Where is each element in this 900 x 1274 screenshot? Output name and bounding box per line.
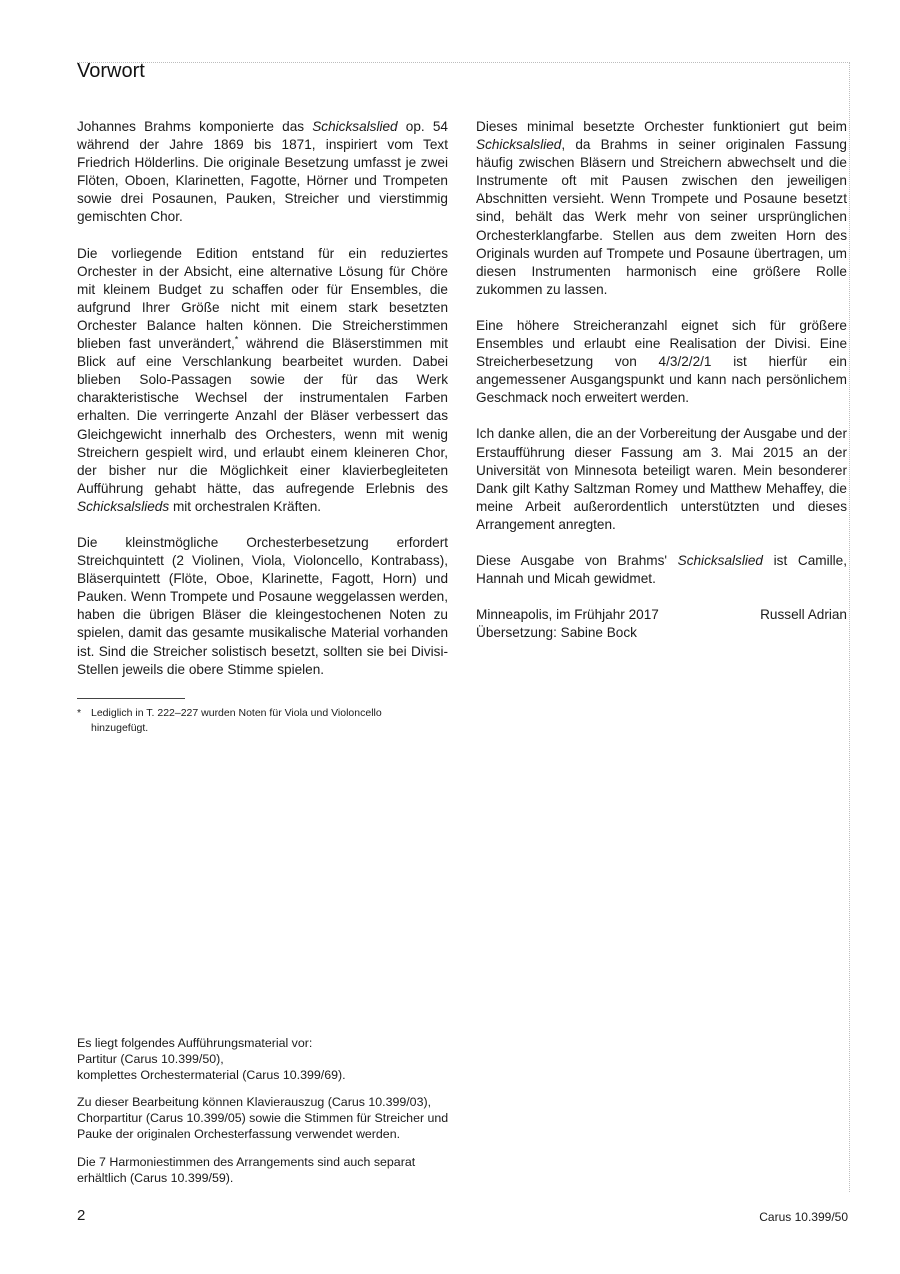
left-column xyxy=(77,118,448,697)
text-run: mit orchestralen Kräften. xyxy=(169,498,322,514)
place-date: Minneapolis, im Frühjahr 2017 xyxy=(476,607,659,623)
material-note: Die 7 Harmoniestimmen des Arrangements sind auch separat erhältlich (Carus 10.399/59). xyxy=(77,1154,416,1185)
text-run: Diese Ausgabe von Brahms' xyxy=(476,552,678,568)
paragraph: Eine höhere Streicheranzahl eignet sich für größere Ensembles und erlaubt eine Realisation der Divisi. Eine Streicherbesetzung von 4/3/2/2/1 ist hierfür ein angemessener Ausgangspunkt und kann nach persönlichem Geschmack noch erweitert werden. xyxy=(476,317,847,406)
paragraph xyxy=(476,118,847,299)
footnote xyxy=(77,706,448,735)
text-run: ist Camille, Hannah und Micah gewidmet. xyxy=(476,552,847,587)
text-run: , da Brahms in seiner originalen Fassung häufig zwischen Bläsern und Streichern abwechselt und die Instrumente oft mit Pausen zwischen den jeweiligen Abschnitten versieht. Wenn Trompete und Posaune besetzt sind, behält das Werk mehr von seiner ursprünglichen Orchesterklangfarbe. Stellen aus dem zweiten Horn des Originals wurden auf Trompete und Posaune übertragen, um diesen Instrumenten harmonisch eine größere Rolle zukommen zu lassen. xyxy=(476,137,847,297)
page-title: Vorwort xyxy=(77,60,145,82)
paragraph xyxy=(77,118,448,227)
text-run: Dieses minimal besetzte Orchester funktioniert gut beim xyxy=(476,119,847,134)
catalog-number: Carus 10.399/50 xyxy=(759,1210,848,1224)
performance-material xyxy=(77,1036,449,1198)
page-number: 2 xyxy=(77,1207,86,1224)
text-run: Johannes Brahms komponierte das xyxy=(77,119,313,134)
text-run: op. 54 während der Jahre 1869 bis 1871, inspiriert vom Text Friedrich Hölderlins. Die originale Besetzung umfasst je zwei Flöten, Oboen, Klarinetten, Fagotte, Hörner und Trompeten sowie drei Posaunen, Pauken, Streicher und vierstimmig gemischten Chor. xyxy=(77,119,448,225)
material-item: Partitur (Carus 10.399/50), xyxy=(77,1051,224,1066)
material-list xyxy=(77,1036,449,1083)
paragraph xyxy=(77,245,448,516)
paragraph: Ich danke allen, die an der Vorbereitung der Ausgabe und der Erstaufführung dieser Fassung am 3. Mai 2015 an der Universität von Minnesota beteiligt waren. Mein besonderer Dank gilt Kathy Saltzman Romey und Matthew Mehaffey, die meine Arbeit außerordentlich unterstützten und dieses Arrangement anregten. xyxy=(476,426,847,532)
work-title: Schicksalslied xyxy=(312,119,398,134)
text-run: Die vorliegende Edition entstand für ein reduziertes Orchester in der Absicht, eine alternative Lösung für Chöre mit kleinem Budget zu schaffen oder für Ensembles, die aufgrund Ihrer Größe nicht mit einem stark besetzten Orchester Balance halten können. Die Streicherstimmen blieben fast unverändert, xyxy=(77,245,448,352)
text-run: während die Bläserstimmen mit Blick auf eine Verschlankung bearbeitet wurden. Dabei blieben Solo-Passagen sowie der für das Werk charakteristische Wechsel der instrumentalen Farben erhalten. Die verringerte Anzahl der Bläser verbessert das Gleichgewicht innerhalb des Orchesters, wenn mit wenig Streichern gespielt wird, und erlaubt einem kleineren Chor, der bisher nur die Möglichkeit einer klavierbegleiteten Aufführung gehabt hätte, das aufregende Erlebnis des xyxy=(77,336,448,496)
material-note: Zu dieser Bearbeitung können Klavierauszug (Carus 10.399/03), Chorpartitur (Carus 10.399/05) sowie die Stimmen für Streicher und Pauke der originalen Orchesterfassung verwendet werden. xyxy=(77,1095,449,1141)
author-name: Russell Adrian xyxy=(760,607,847,623)
paragraph xyxy=(476,552,847,588)
material-item: komplettes Orchestermaterial (Carus 10.399/69). xyxy=(77,1067,346,1082)
work-title: Schicksalslied xyxy=(476,137,562,153)
right-column xyxy=(476,118,847,642)
work-title: Schicksalslied xyxy=(677,552,763,568)
signature-row xyxy=(476,606,847,624)
footnote-divider xyxy=(77,698,185,699)
translation-credit: Übersetzung: Sabine Bock xyxy=(476,625,637,641)
paragraph: Die kleinstmögliche Orchesterbesetzung erfordert Streichquintett (2 Violinen, Viola, Violoncello, Kontrabass), Bläserquintett (Flöte, Oboe, Klarinette, Fagott, Horn) und Pauken. Wenn Trompete und Posaune weggelassen werden, haben die übrigen Bläser die kleingestochenen Noten zu spielen, damit das gesamte musikalische Material vorhanden ist. Sind die Streicher solistisch besetzt, sollten sie bei Divisi-Stellen jeweils die obere Stimme spielen. xyxy=(77,534,448,677)
work-title: Schicksalslieds xyxy=(77,498,170,514)
footnote-text: Lediglich in T. 222–227 wurden Noten für Viola und Violoncello hinzugefügt. xyxy=(91,707,382,734)
footnote-mark: * xyxy=(77,707,82,719)
footnote-reference: * xyxy=(234,334,239,345)
material-intro: Es liegt folgendes Aufführungsmaterial vor: xyxy=(77,1036,313,1050)
